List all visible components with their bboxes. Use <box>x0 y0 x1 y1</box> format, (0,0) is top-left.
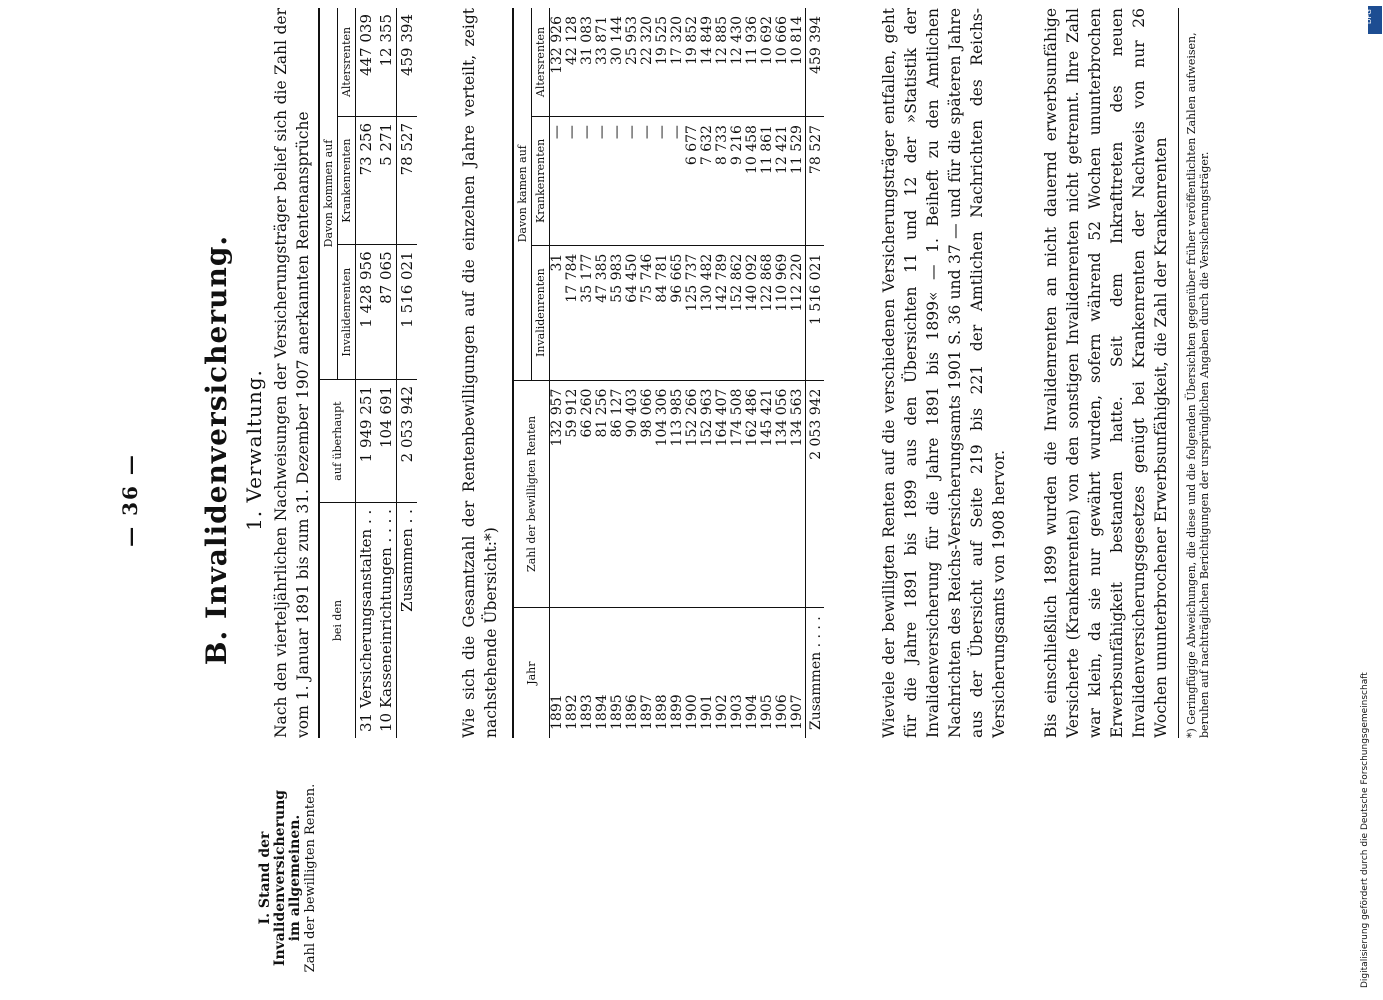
cell-year: 1906 <box>774 694 790 730</box>
credit-text: Digitalisierung gefördert durch die Deutsche Forschungsgemeinschaft <box>1360 672 1370 988</box>
table-row <box>550 8 566 738</box>
margin-note-line: Zahl der bewilligten Renten. <box>303 783 318 973</box>
cell-kr: — <box>610 117 625 246</box>
margin-note-line: im allgemeinen. <box>287 814 303 942</box>
cell-kr: — <box>550 117 566 246</box>
cell-alt: 447 039 <box>356 8 377 116</box>
cell-year: 1905 <box>759 694 775 730</box>
col-header-kr: Krankenrenten <box>532 117 550 246</box>
col-header-alt: Altersrenten <box>338 8 356 116</box>
cell-total: 2 053 942 <box>397 380 418 503</box>
table-row <box>640 8 655 738</box>
cell-inv: 1 428 956 <box>356 245 377 380</box>
cell-inv: 17 784 <box>565 245 580 380</box>
cell-alt: 25 953 <box>625 8 640 117</box>
cell-total: 145 421 <box>760 380 775 608</box>
cell-kr: 5 271 <box>376 116 397 244</box>
cell-inv: 130 482 <box>700 245 715 380</box>
cell-total: 81 256 <box>595 380 610 608</box>
cell-inv: 142 789 <box>715 245 730 380</box>
margin-note <box>258 778 318 978</box>
cell-alt: 12 355 <box>376 8 397 116</box>
cell-total: 2 053 942 <box>806 380 825 608</box>
table-row <box>685 8 700 738</box>
row-label: 31 Versicherungsanstalten . . <box>357 509 375 732</box>
cell-kr: — <box>640 117 655 246</box>
cell-alt: 33 871 <box>595 8 610 117</box>
cell-year: 1891 <box>549 694 565 730</box>
dfg-logo <box>1365 6 1382 34</box>
cell-total: 66 260 <box>580 380 595 608</box>
col-header-group: Davon kamen auf <box>513 8 532 380</box>
cell-year: 1900 <box>684 694 700 730</box>
table-row <box>356 8 377 738</box>
cell-kr: 78 527 <box>397 116 418 244</box>
cell-inv: 87 065 <box>376 245 397 380</box>
digitization-credit <box>1360 8 1380 988</box>
table-row <box>790 8 806 738</box>
cell-total: 132 957 <box>550 380 566 608</box>
cell-total: 98 066 <box>640 380 655 608</box>
total-row <box>806 8 825 738</box>
table-row <box>625 8 640 738</box>
table-row <box>745 8 760 738</box>
cell-year: 1899 <box>669 694 685 730</box>
table-row <box>565 8 580 738</box>
cell-alt: 459 394 <box>806 8 825 117</box>
col-header-alt: Altersrenten <box>532 8 550 117</box>
cell-inv: 1 516 021 <box>806 245 825 380</box>
table-row <box>760 8 775 738</box>
cell-alt: 10 692 <box>760 8 775 117</box>
cell-inv: 140 092 <box>745 245 760 380</box>
table-row <box>775 8 790 738</box>
cell-total: 1 949 251 <box>356 380 377 503</box>
cell-kr: 11 529 <box>790 117 806 246</box>
table-row <box>610 8 625 738</box>
cell-inv: 55 983 <box>610 245 625 380</box>
cell-total: 164 407 <box>715 380 730 608</box>
cell-year: 1895 <box>609 694 625 730</box>
table-row <box>580 8 595 738</box>
cell-alt: 12 430 <box>730 8 745 117</box>
cell-inv: 75 746 <box>640 245 655 380</box>
subsection-title: 1. Verwaltung. <box>242 369 266 531</box>
dfg-logo-text: DFG <box>1365 9 1373 24</box>
cell-alt: 31 083 <box>580 8 595 117</box>
row-label: 10 Kasseneinrichtungen . . . . <box>377 509 395 732</box>
total-row <box>397 8 418 738</box>
cell-alt: 10 814 <box>790 8 806 117</box>
col-header-year: Jahr <box>513 608 550 738</box>
section-title: B. Invalidenversicherung. <box>200 234 233 666</box>
cell-year: 1892 <box>564 694 580 730</box>
cell-total: 59 912 <box>565 380 580 608</box>
cell-alt: 17 320 <box>670 8 685 117</box>
cell-year: 1894 <box>594 694 610 730</box>
table-row <box>376 8 397 738</box>
row-label: Zusammen . . . . <box>806 608 825 738</box>
col-header-inv: Invalidenrenten <box>338 245 356 380</box>
cell-year: 1902 <box>714 694 730 730</box>
cell-inv: 64 450 <box>625 245 640 380</box>
cell-inv: 1 516 021 <box>397 245 418 380</box>
table-row <box>730 8 745 738</box>
cell-inv: 152 862 <box>730 245 745 380</box>
cell-total: 134 563 <box>790 380 806 608</box>
table-row <box>670 8 685 738</box>
cell-alt: 30 144 <box>610 8 625 117</box>
cell-inv: 31 <box>550 245 566 380</box>
footnote: *) Geringfügige Abweichungen, die diese und die folgenden Übersichten gegenüber früher veröffentlichten Zahlen aufweisen, beruhen auf nachträglichen Berichtigungen der ursprünglichen Angaben durch die Versicherungsträger. <box>1178 8 1211 738</box>
col-header-total: Zahl der bewilligten Renten <box>513 380 550 608</box>
col-header-bei: bei den <box>319 503 356 738</box>
cell-kr: 12 421 <box>775 117 790 246</box>
cell-inv: 35 177 <box>580 245 595 380</box>
cell-alt: 132 926 <box>550 8 566 117</box>
cell-alt: 10 666 <box>775 8 790 117</box>
cell-inv: 96 665 <box>670 245 685 380</box>
cell-total: 152 963 <box>700 380 715 608</box>
cell-alt: 12 885 <box>715 8 730 117</box>
col-header-kr: Krankenrenten <box>338 116 356 244</box>
cell-kr: — <box>595 117 610 246</box>
cell-kr: 10 458 <box>745 117 760 246</box>
margin-note-line: Invalidenversicherung <box>272 789 288 967</box>
cell-inv: 122 868 <box>760 245 775 380</box>
cell-total: 90 403 <box>625 380 640 608</box>
cell-total: 162 486 <box>745 380 760 608</box>
cell-kr: 7 632 <box>700 117 715 246</box>
table-row <box>655 8 670 738</box>
summary-table <box>318 8 417 738</box>
margin-note-line: I. Stand der <box>257 831 273 925</box>
cell-alt: 14 849 <box>700 8 715 117</box>
table-row <box>715 8 730 738</box>
cell-total: 134 056 <box>775 380 790 608</box>
cell-alt: 22 320 <box>640 8 655 117</box>
cell-alt: 19 525 <box>655 8 670 117</box>
cell-total: 174 508 <box>730 380 745 608</box>
cell-total: 104 691 <box>376 380 397 503</box>
cell-inv: 110 969 <box>775 245 790 380</box>
cell-year: 1904 <box>744 694 760 730</box>
cell-kr: — <box>670 117 685 246</box>
cell-inv: 112 220 <box>790 245 806 380</box>
col-header-group: Davon kommen auf <box>319 8 338 380</box>
cell-year: 1897 <box>639 694 655 730</box>
cell-kr: — <box>565 117 580 246</box>
cell-alt: 42 128 <box>565 8 580 117</box>
cell-total: 104 306 <box>655 380 670 608</box>
table2-intro: Wie sich die Gesamtzahl der Rentenbewilligungen auf die einzelnen Jahre verteilt, zeigt nachstehende Übersicht:*) <box>460 8 500 738</box>
paragraph-3: Bis einschließlich 1899 wurden die Invalidenrenten an nicht dauernd erwerbsunfähige Versicherte (Krankenrenten) von den sonstigen Invalidenrenten nicht getrennt. Ihre Zahl war klein, da sie nur gewährt wurden, sofern während 52 Wochen ununterbrochen Erwerbsunfähigkeit bestanden hatte. Seit dem Inkrafttreten des neuen Invalidenversicherungsgesetzes genügt bei Krankenrenten der Nachweis von nur 26 Wochen ununterbrochener Erwerbsunfähigkeit, die Zahl der Krankenrenten <box>1042 8 1170 738</box>
cell-inv: 84 781 <box>655 245 670 380</box>
page-number: — 36 — <box>118 453 142 547</box>
cell-alt: 19 852 <box>685 8 700 117</box>
col-header-total: auf überhaupt <box>319 380 356 503</box>
cell-kr: 78 527 <box>806 117 825 246</box>
table-row <box>700 8 715 738</box>
cell-kr: 11 861 <box>760 117 775 246</box>
cell-kr: 73 256 <box>356 116 377 244</box>
row-label: Zusammen . . <box>397 503 418 738</box>
cell-inv: 125 737 <box>685 245 700 380</box>
cell-alt: 459 394 <box>397 8 418 116</box>
intro-paragraph: Nach den vierteljährlichen Nachweisungen der Versicherungsträger belief sich die Zahl der vom 1. Januar 1891 bis zum 31. Dezember 1907 anerkannten Rentenansprüche <box>272 8 312 738</box>
cell-total: 86 127 <box>610 380 625 608</box>
cell-inv: 47 385 <box>595 245 610 380</box>
cell-kr: 6 677 <box>685 117 700 246</box>
paragraph-2: Wieviele der bewilligten Renten auf die verschiedenen Versicherungsträger entfallen, geht für die Jahre 1891 bis 1899 aus den Übersichten 11 und 12 der »Statistik der Invalidenversicherung für die Jahre 1891 bis 1899« — 1. Beiheft zu den Amtlichen Nachrichten des Reichs-Versicherungsamts 1901 S. 36 und 37 — und für die späteren Jahre aus der Übersicht auf Seite 219 bis 221 der Amtlichen Nachrichten des Reichs-Versicherungsamts von 1908 hervor. <box>880 8 1008 738</box>
cell-alt: 11 936 <box>745 8 760 117</box>
cell-year: 1901 <box>699 694 715 730</box>
cell-year: 1903 <box>729 694 745 730</box>
table-row <box>595 8 610 738</box>
cell-kr: — <box>655 117 670 246</box>
col-header-inv: Invalidenrenten <box>532 245 550 380</box>
cell-year: 1898 <box>654 694 670 730</box>
cell-kr: — <box>580 117 595 246</box>
cell-kr: 9 216 <box>730 117 745 246</box>
cell-year: 1893 <box>579 694 595 730</box>
cell-total: 152 266 <box>685 380 700 608</box>
cell-kr: — <box>625 117 640 246</box>
yearly-table <box>512 8 824 738</box>
cell-year: 1896 <box>624 694 640 730</box>
cell-year: 1907 <box>789 694 805 730</box>
cell-total: 113 985 <box>670 380 685 608</box>
cell-kr: 8 733 <box>715 117 730 246</box>
